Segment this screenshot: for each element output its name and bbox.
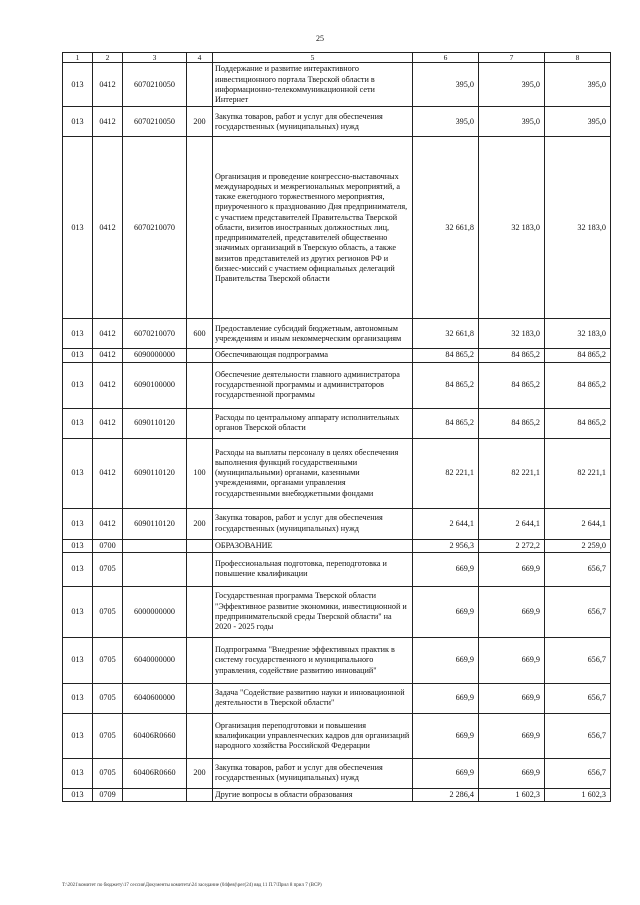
- section-code: 0705: [93, 637, 123, 683]
- expense-type-code: [187, 586, 213, 637]
- target-article-code: [123, 552, 187, 586]
- amount-col-7: 84 865,2: [479, 349, 545, 362]
- amount-col-6: 669,9: [413, 713, 479, 758]
- amount-col-8: 84 865,2: [545, 408, 611, 438]
- table-row: [63, 349, 611, 362]
- expense-type-code: 100: [187, 438, 213, 508]
- column-number: 8: [545, 53, 611, 63]
- amount-col-6: 2 644,1: [413, 508, 479, 539]
- ministry-code: 013: [63, 586, 93, 637]
- row-description: Расходы по центральному аппарату исполнительных органов Тверской области: [213, 408, 413, 438]
- expense-type-code: [187, 552, 213, 586]
- table-row: [63, 683, 611, 713]
- row-description: ОБРАЗОВАНИЕ: [213, 539, 413, 552]
- amount-col-7: 669,9: [479, 586, 545, 637]
- section-code: 0412: [93, 319, 123, 349]
- table-row: [63, 362, 611, 408]
- row-description: Поддержание и развитие интерактивного инвестиционного портала Тверской области в информационно-телекоммуникационной сети Интернет: [213, 63, 413, 107]
- amount-col-7: 2 644,1: [479, 508, 545, 539]
- table-row: [63, 408, 611, 438]
- amount-col-6: 2 956,3: [413, 539, 479, 552]
- ministry-code: 013: [63, 107, 93, 137]
- amount-col-8: 656,7: [545, 758, 611, 788]
- amount-col-6: 669,9: [413, 552, 479, 586]
- ministry-code: 013: [63, 319, 93, 349]
- amount-col-6: 84 865,2: [413, 362, 479, 408]
- table-row: [63, 438, 611, 508]
- section-code: 0705: [93, 683, 123, 713]
- amount-col-6: 395,0: [413, 63, 479, 107]
- amount-col-6: 395,0: [413, 107, 479, 137]
- section-code: 0412: [93, 362, 123, 408]
- target-article-code: 6040600000: [123, 683, 187, 713]
- table-row: [63, 63, 611, 107]
- target-article-code: 6000000000: [123, 586, 187, 637]
- target-article-code: 6070210050: [123, 107, 187, 137]
- ministry-code: 013: [63, 713, 93, 758]
- amount-col-6: 84 865,2: [413, 349, 479, 362]
- row-description: Обеспечивающая подпрограмма: [213, 349, 413, 362]
- amount-col-7: 669,9: [479, 758, 545, 788]
- target-article-code: 6090110120: [123, 508, 187, 539]
- section-code: 0412: [93, 63, 123, 107]
- ministry-code: 013: [63, 438, 93, 508]
- table-row: [63, 107, 611, 137]
- section-code: 0705: [93, 758, 123, 788]
- amount-col-7: 395,0: [479, 107, 545, 137]
- table-row: [63, 758, 611, 788]
- amount-col-8: 656,7: [545, 586, 611, 637]
- expense-type-code: [187, 137, 213, 319]
- amount-col-7: 669,9: [479, 683, 545, 713]
- amount-col-8: 656,7: [545, 637, 611, 683]
- ministry-code: 013: [63, 362, 93, 408]
- target-article-code: 6070210050: [123, 63, 187, 107]
- row-description: Обеспечение деятельности главного администратора государственной программы и администраторов государственной программы: [213, 362, 413, 408]
- amount-col-6: 2 286,4: [413, 788, 479, 801]
- ministry-code: 013: [63, 758, 93, 788]
- target-article-code: [123, 788, 187, 801]
- target-article-code: 6090110120: [123, 438, 187, 508]
- target-article-code: 60406R0660: [123, 758, 187, 788]
- expense-type-code: 200: [187, 107, 213, 137]
- table-row: [63, 539, 611, 552]
- section-code: 0412: [93, 508, 123, 539]
- target-article-code: 6070210070: [123, 319, 187, 349]
- table-row: [63, 637, 611, 683]
- table-row: [63, 586, 611, 637]
- column-number-row: [63, 53, 611, 63]
- amount-col-7: 669,9: [479, 552, 545, 586]
- ministry-code: 013: [63, 408, 93, 438]
- ministry-code: 013: [63, 349, 93, 362]
- expense-type-code: [187, 683, 213, 713]
- budget-table: [62, 52, 611, 802]
- amount-col-8: 656,7: [545, 713, 611, 758]
- column-number: 5: [213, 53, 413, 63]
- expense-type-code: [187, 637, 213, 683]
- amount-col-8: 32 183,0: [545, 137, 611, 319]
- table-row: [63, 713, 611, 758]
- target-article-code: 6090110120: [123, 408, 187, 438]
- amount-col-8: 656,7: [545, 683, 611, 713]
- section-code: 0412: [93, 408, 123, 438]
- amount-col-8: 84 865,2: [545, 362, 611, 408]
- amount-col-8: 656,7: [545, 552, 611, 586]
- table-row: [63, 319, 611, 349]
- section-code: 0412: [93, 107, 123, 137]
- row-description: Предоставление субсидий бюджетным, автономным учреждениям и иным некоммерческим организациям: [213, 319, 413, 349]
- column-number: 4: [187, 53, 213, 63]
- target-article-code: [123, 539, 187, 552]
- table-row: [63, 788, 611, 801]
- section-code: 0412: [93, 349, 123, 362]
- row-description: Другие вопросы в области образования: [213, 788, 413, 801]
- expense-type-code: 200: [187, 758, 213, 788]
- target-article-code: 6090100000: [123, 362, 187, 408]
- section-code: 0705: [93, 552, 123, 586]
- amount-col-6: 82 221,1: [413, 438, 479, 508]
- expense-type-code: [187, 408, 213, 438]
- row-description: Закупка товаров, работ и услуг для обеспечения государственных (муниципальных) нужд: [213, 107, 413, 137]
- target-article-code: 6090000000: [123, 349, 187, 362]
- expense-type-code: [187, 713, 213, 758]
- amount-col-7: 669,9: [479, 713, 545, 758]
- amount-col-8: 84 865,2: [545, 349, 611, 362]
- ministry-code: 013: [63, 539, 93, 552]
- expense-type-code: [187, 788, 213, 801]
- amount-col-6: 669,9: [413, 758, 479, 788]
- ministry-code: 013: [63, 637, 93, 683]
- amount-col-7: 1 602,3: [479, 788, 545, 801]
- amount-col-7: 2 272,2: [479, 539, 545, 552]
- table-body: [63, 53, 611, 802]
- amount-col-8: 2 259,0: [545, 539, 611, 552]
- expense-type-code: [187, 349, 213, 362]
- amount-col-6: 84 865,2: [413, 408, 479, 438]
- amount-col-8: 395,0: [545, 63, 611, 107]
- expense-type-code: 600: [187, 319, 213, 349]
- ministry-code: 013: [63, 63, 93, 107]
- table-row: [63, 137, 611, 319]
- ministry-code: 013: [63, 508, 93, 539]
- amount-col-8: 1 602,3: [545, 788, 611, 801]
- amount-col-6: 669,9: [413, 683, 479, 713]
- column-number: 6: [413, 53, 479, 63]
- column-number: 1: [63, 53, 93, 63]
- table-row: [63, 552, 611, 586]
- target-article-code: 6040000000: [123, 637, 187, 683]
- row-description: Задача "Содействие развитию науки и инновационной деятельности в Тверской области": [213, 683, 413, 713]
- column-number: 3: [123, 53, 187, 63]
- amount-col-8: 32 183,0: [545, 319, 611, 349]
- row-description: Профессиональная подготовка, переподготовка и повышение квалификации: [213, 552, 413, 586]
- amount-col-7: 84 865,2: [479, 408, 545, 438]
- amount-col-7: 32 183,0: [479, 319, 545, 349]
- column-number: 2: [93, 53, 123, 63]
- expense-type-code: [187, 362, 213, 408]
- ministry-code: 013: [63, 788, 93, 801]
- row-description: Подпрограмма "Внедрение эффективных практик в систему государственного и муниципального управления, содействие развитию инноваций": [213, 637, 413, 683]
- section-code: 0412: [93, 137, 123, 319]
- ministry-code: 013: [63, 137, 93, 319]
- section-code: 0412: [93, 438, 123, 508]
- footer-file-path: T:\2021\комитет по бюджету\17 сессия\Документы комитета\24 заседание (04фев)\рег(24) ввд 11 П.7\Прил 8 прил 7 (ВСР): [62, 883, 322, 888]
- expense-type-code: 200: [187, 508, 213, 539]
- amount-col-7: 395,0: [479, 63, 545, 107]
- section-code: 0700: [93, 539, 123, 552]
- amount-col-7: 669,9: [479, 637, 545, 683]
- amount-col-6: 32 661,8: [413, 137, 479, 319]
- amount-col-8: 395,0: [545, 107, 611, 137]
- amount-col-8: 2 644,1: [545, 508, 611, 539]
- amount-col-8: 82 221,1: [545, 438, 611, 508]
- amount-col-7: 84 865,2: [479, 362, 545, 408]
- section-code: 0709: [93, 788, 123, 801]
- table-row: [63, 508, 611, 539]
- ministry-code: 013: [63, 683, 93, 713]
- row-description: Расходы на выплаты персоналу в целях обеспечения выполнения функций государственными (муниципальными) органами, казенными учреждениями, органами управления государственными внебюджетными фондами: [213, 438, 413, 508]
- row-description: Закупка товаров, работ и услуг для обеспечения государственных (муниципальных) нужд: [213, 508, 413, 539]
- amount-col-6: 669,9: [413, 586, 479, 637]
- row-description: Закупка товаров, работ и услуг для обеспечения государственных (муниципальных) нужд: [213, 758, 413, 788]
- expense-type-code: [187, 63, 213, 107]
- column-number: 7: [479, 53, 545, 63]
- row-description: Организация переподготовки и повышения квалификации управленческих кадров для организаций народного хозяйства Российской Федерации: [213, 713, 413, 758]
- amount-col-6: 32 661,8: [413, 319, 479, 349]
- section-code: 0705: [93, 586, 123, 637]
- amount-col-6: 669,9: [413, 637, 479, 683]
- section-code: 0705: [93, 713, 123, 758]
- amount-col-7: 82 221,1: [479, 438, 545, 508]
- amount-col-7: 32 183,0: [479, 137, 545, 319]
- row-description: Организация и проведение конгрессно-выставочных международных и межрегиональных мероприятий, а также ежегодного торжественного мероприятия, приуроченного к празднованию Дня предпринимателя, с участием представителей Правительства Тверской области, визитов иностранных должностных лиц, предпринимателей, представителей общественно значимых организаций в Тверскую область, а также визитов представителей из других регионов РФ и бизнес-миссий с участием официальных делегаций Правительства Тверской области: [213, 137, 413, 319]
- ministry-code: 013: [63, 552, 93, 586]
- page-number: 25: [316, 34, 324, 43]
- expense-type-code: [187, 539, 213, 552]
- row-description: Государственная программа Тверской области "Эффективное развитие экономики, инвестиционной и предпринимательской среды Тверской области" на 2020 - 2025 годы: [213, 586, 413, 637]
- target-article-code: 60406R0660: [123, 713, 187, 758]
- target-article-code: 6070210070: [123, 137, 187, 319]
